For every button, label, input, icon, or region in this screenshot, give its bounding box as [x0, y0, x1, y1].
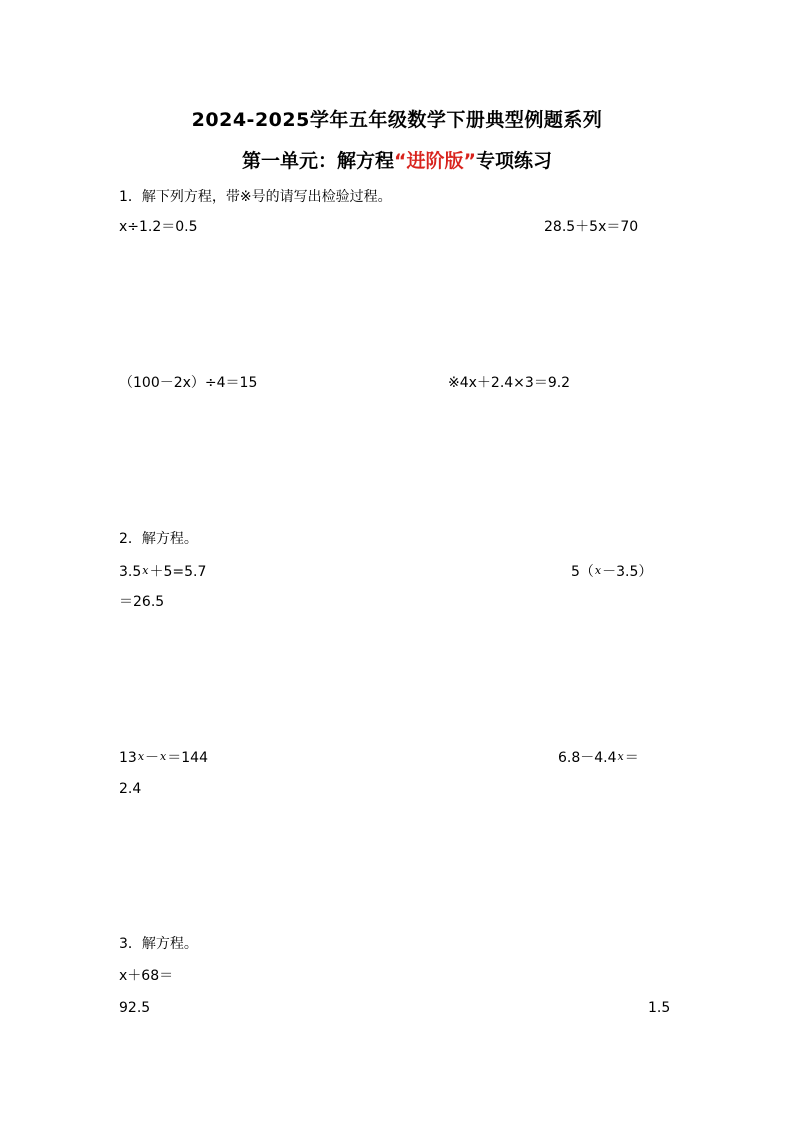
variable-x: x	[617, 750, 624, 763]
section-2-heading: 2．解方程。	[119, 531, 198, 547]
equation-2-1-rest: ＋5=5.7	[149, 564, 207, 580]
variable-x: x	[594, 564, 602, 577]
variable-x: x	[137, 750, 145, 763]
equation-2-2-rest: －3.5）	[602, 564, 653, 580]
equation-2-3-minus: －	[145, 750, 160, 766]
equation-1-4: ※4x＋2.4×3＝9.2	[448, 375, 571, 391]
section-3-heading: 3．解方程。	[119, 936, 198, 952]
equation-1-2: 28.5＋5x＝70	[544, 219, 639, 235]
page-title: 2024-2025学年五年级数学下册典型例题系列	[191, 109, 603, 131]
equation-2-4	[558, 748, 639, 767]
equation-2-2-open: 5（	[571, 564, 594, 580]
equation-2-4-continued: 2.4	[119, 781, 142, 797]
equation-3-2-fragment: 1.5	[648, 1000, 671, 1016]
equation-2-4-eq: ＝	[624, 750, 639, 766]
equation-2-4-lead: 6.8－4.4	[558, 750, 617, 766]
equation-2-2-continued: ＝26.5	[119, 594, 165, 610]
section-1-heading: 1．解下列方程，带※号的请写出检验过程。	[119, 189, 392, 205]
subtitle-highlight: “进阶版”	[394, 150, 476, 172]
equation-2-3-rest: ＝144	[167, 750, 208, 766]
subtitle-suffix: 专项练习	[475, 150, 552, 172]
equation-3-1: x＋68＝	[119, 968, 174, 984]
equation-2-1-coef: 3.5	[119, 564, 142, 580]
variable-x: x	[160, 750, 167, 763]
subtitle-prefix: 第一单元：解方程	[241, 150, 394, 172]
equation-2-3	[119, 748, 208, 767]
equation-1-3: （100－2x）÷4＝15	[119, 375, 258, 391]
equation-2-2	[571, 562, 652, 581]
equation-3-1-continued: 92.5	[119, 1000, 151, 1016]
equation-1-1: x÷1.2＝0.5	[119, 219, 198, 235]
page-subtitle	[0, 146, 794, 173]
equation-2-3-coef: 13	[119, 750, 137, 766]
variable-x: x	[142, 564, 149, 577]
equation-2-1	[119, 562, 206, 581]
